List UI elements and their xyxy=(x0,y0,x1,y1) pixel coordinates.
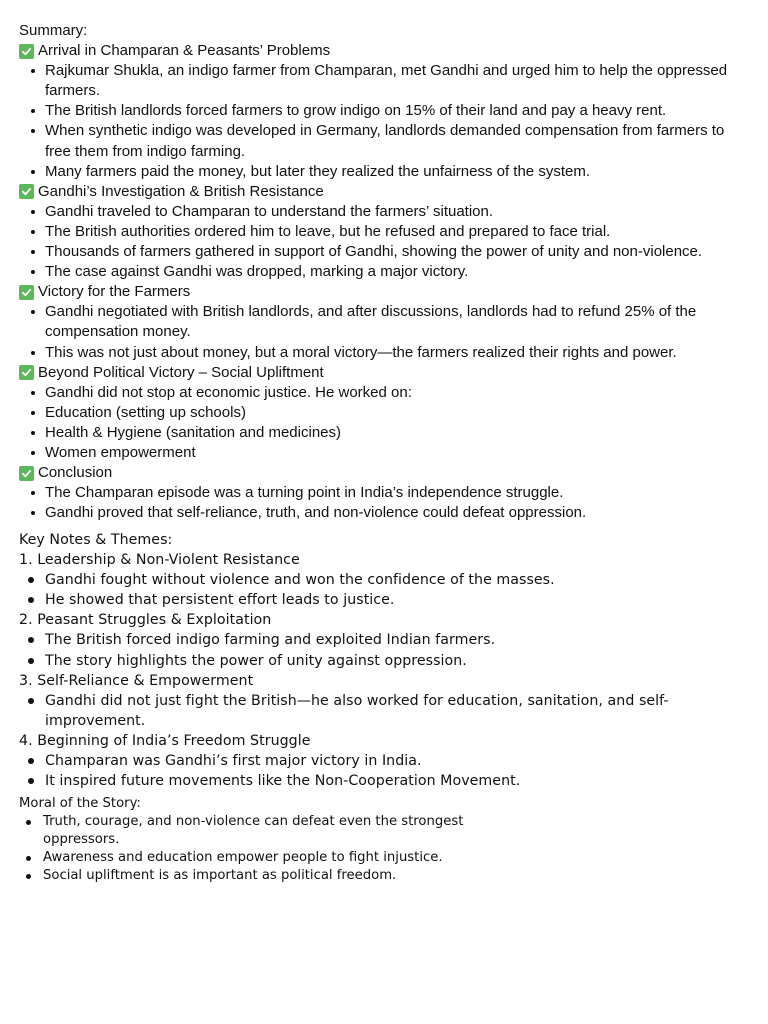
summary-heading-text: Conclusion xyxy=(38,464,113,482)
summary-heading-text: Victory for the Farmers xyxy=(38,283,191,301)
theme-heading: 1. Leadership & Non-Violent Resistance xyxy=(19,552,300,569)
theme-list xyxy=(19,751,739,791)
list-item: The British landlords forced farmers to grow indigo on 15% of their land and pay a heavy rent. xyxy=(19,101,754,121)
summary-list xyxy=(19,383,754,463)
check-mark-icon xyxy=(19,44,34,59)
summary-heading xyxy=(19,182,754,202)
moral-list xyxy=(19,813,539,885)
list-item: The Champaran episode was a turning point in India’s independence struggle. xyxy=(19,483,754,503)
list-item: Truth, courage, and non-violence can defeat even the strongest oppressors. xyxy=(19,813,483,849)
key-notes-section xyxy=(19,530,739,791)
list-item: When synthetic indigo was developed in Germany, landlords demanded compensation from farmers to free them from indigo farming. xyxy=(19,121,754,161)
theme-list xyxy=(19,691,739,731)
list-item: It inspired future movements like the Non-Cooperation Movement. xyxy=(19,771,739,791)
list-item: Social upliftment is as important as political freedom. xyxy=(19,867,539,885)
theme-heading: 2. Peasant Struggles & Exploitation xyxy=(19,612,272,629)
check-mark-icon xyxy=(19,285,34,300)
list-item: The British forced indigo farming and exploited Indian farmers. xyxy=(19,630,739,650)
list-item: Many farmers paid the money, but later they realized the unfairness of the system. xyxy=(19,162,754,182)
check-mark-icon xyxy=(19,184,34,199)
check-mark-icon xyxy=(19,365,34,380)
theme-heading: 3. Self-Reliance & Empowerment xyxy=(19,672,254,689)
moral-title: Moral of the Story: xyxy=(19,796,141,811)
summary-heading-text: Gandhi’s Investigation & British Resistance xyxy=(38,182,324,200)
key-notes-title: Key Notes & Themes: xyxy=(19,532,173,548)
list-item: Thousands of farmers gathered in support of Gandhi, showing the power of unity and non-violence. xyxy=(19,242,754,262)
summary-heading xyxy=(19,463,754,483)
list-item: The British authorities ordered him to leave, but he refused and prepared to face trial. xyxy=(19,222,754,242)
theme-list xyxy=(19,630,739,670)
list-item: Gandhi did not just fight the British—he also worked for education, sanitation, and self-improvement. xyxy=(19,691,739,731)
list-item: Women empowerment xyxy=(19,443,754,463)
check-mark-icon xyxy=(19,466,34,481)
list-item: Gandhi traveled to Champaran to understand the farmers’ situation. xyxy=(19,202,754,222)
list-item: Gandhi fought without violence and won the confidence of the masses. xyxy=(19,570,739,590)
list-item: He showed that persistent effort leads to justice. xyxy=(19,590,739,610)
summary-section xyxy=(19,21,754,523)
list-item: Gandhi negotiated with British landlords, and after discussions, landlords had to refund 25% of the compensation money. xyxy=(19,302,754,342)
summary-list xyxy=(19,302,754,362)
theme-list xyxy=(19,570,739,610)
moral-section xyxy=(19,795,539,885)
summary-list xyxy=(19,483,754,523)
summary-list xyxy=(19,61,754,182)
summary-heading xyxy=(19,282,754,302)
summary-heading xyxy=(19,363,754,383)
summary-heading-text: Beyond Political Victory – Social Upliftment xyxy=(38,363,324,381)
list-item: Rajkumar Shukla, an indigo farmer from Champaran, met Gandhi and urged him to help the oppressed farmers. xyxy=(19,61,754,101)
list-item: Champaran was Gandhi’s first major victory in India. xyxy=(19,751,739,771)
summary-title: Summary: xyxy=(19,22,88,39)
list-item: Gandhi proved that self-reliance, truth, and non-violence could defeat oppression. xyxy=(19,503,754,523)
summary-heading-text: Arrival in Champaran & Peasants’ Problems xyxy=(38,42,331,60)
list-item: The case against Gandhi was dropped, marking a major victory. xyxy=(19,262,754,282)
summary-list xyxy=(19,202,754,282)
summary-heading xyxy=(19,41,754,61)
list-item: Education (setting up schools) xyxy=(19,403,754,423)
list-item: Gandhi did not stop at economic justice. He worked on: xyxy=(19,383,754,403)
list-item: Health & Hygiene (sanitation and medicines) xyxy=(19,423,754,443)
list-item: This was not just about money, but a moral victory—the farmers realized their rights and power. xyxy=(19,343,754,363)
list-item: Awareness and education empower people to fight injustice. xyxy=(19,849,539,867)
list-item: The story highlights the power of unity against oppression. xyxy=(19,651,739,671)
theme-heading: 4. Beginning of India’s Freedom Struggle xyxy=(19,732,311,749)
